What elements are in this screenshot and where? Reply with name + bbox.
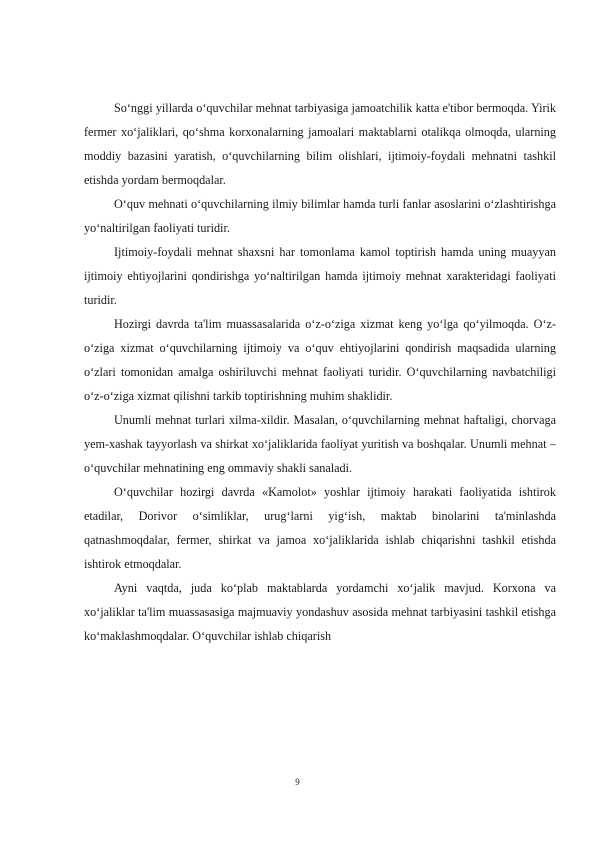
paragraph-auxiliary-farms: Ayni vaqtda, juda ko‘plab maktablarda yordamchi xo‘jalik mavjud. Korxona va xo‘jaliklar ta'lim muassasasiga majmuaviy yondashuv asosida mehnat tarbiyasini tashkil etishga ko‘maklashmoqdalar. O‘quvchilar ishlab chiqarish <box>84 581 556 643</box>
page-body <box>84 96 556 648</box>
paragraph-parents-attention: So‘nggi yillarda o‘quvchilar mehnat tarbiyasiga jamoatchilik katta e'tibor bermoqda. Yirik fermer xo‘jaliklari, qo‘shma korxonalarning jamoalari maktablarni otalikqa olmoqda, ularning moddiy bazasini yaratish, o‘quvchilarning bilim olishlari, ijtimoiy-foydali mehnatni tashkil etishda yordam bermoqdalar. <box>84 101 556 187</box>
page-number: 9 <box>295 777 300 787</box>
paragraph-kamolot-participation: O‘quvchilar hozirgi davrda «Kamolot» yoshlar ijtimoiy harakati faoliyatida ishtirok etadilar, Dorivor o‘simliklar, urug‘larni yig‘ish, maktab binolarini ta'minlashda qatnashmoqdalar, fermer, shirkat va jamoa xo‘jaliklarida ishlab chiqarishni tashkil etishda ishtirok etmoqdalar. <box>84 485 556 571</box>
paragraph-socially-useful-work: Ijtimoiy-foydali mehnat shaxsni har tomonlama kamol toptirish hamda uning muayyan ijtimoiy ehtiyojlarini qondirishga yo‘naltirilgan hamda ijtimoiy mehnat xarakteridagi faoliyati turidir. <box>84 245 556 307</box>
paragraph-self-service: Hozirgi davrda ta'lim muassasalarida o‘z-o‘ziga xizmat keng yo‘lga qo‘yilmoqda. O‘z-o‘ziga xizmat o‘quvchilarning ijtimoiy va o‘quv ehtiyojlarini qondirish maqsadida ularning o‘zlari tomonidan amalga oshiriluvchi mehnat faoliyati turidir. O‘quvchilarning navbatchiligi o‘z-o‘ziga xizmat qilishni tarkib toptirishning muhim shaklidir. <box>84 317 556 403</box>
paragraph-study-work: O‘quv mehnati o‘quvchilarning ilmiy bilimlar hamda turli fanlar asoslarini o‘zlashtirishga yo‘naltirilgan faoliyati turidir. <box>84 197 556 235</box>
paragraph-productive-work: Unumli mehnat turlari xilma-xildir. Masalan, o‘quvchilarning mehnat haftaligi, chorvaga yem-xashak tayyorlash va shirkat xo‘jaliklarida faoliyat yuritish va boshqalar. Unumli mehnat – o‘quvchilar mehnatining eng ommaviy shakli sanaladi. <box>84 413 556 475</box>
